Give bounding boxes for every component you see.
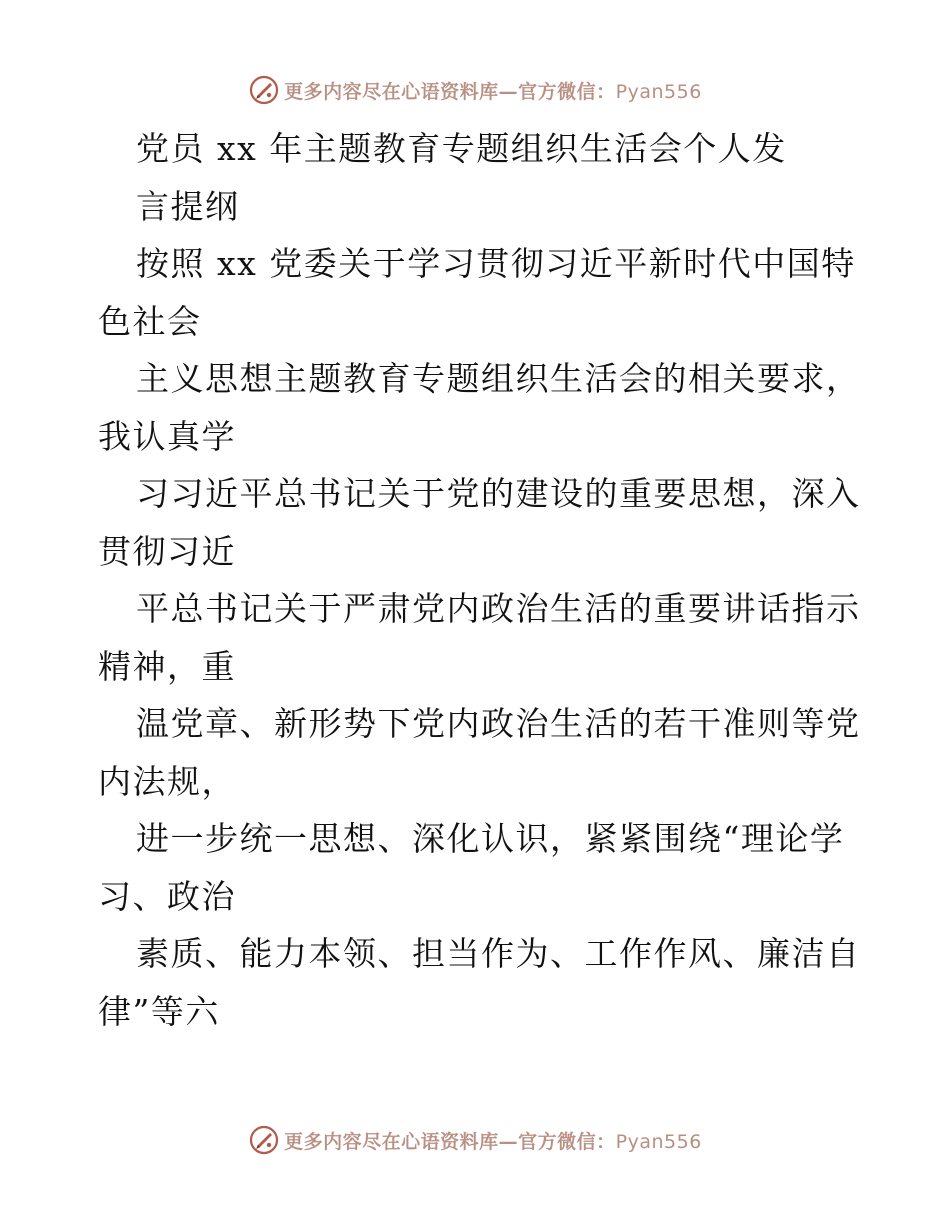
doc-line: 律”等六 — [98, 991, 220, 1031]
doc-line: 贯彻习近 — [98, 531, 236, 571]
footer-banner — [0, 1120, 950, 1160]
banner-wechat-handle: Pyan556 — [615, 80, 702, 103]
header-banner — [0, 70, 950, 110]
doc-line: 精神，重 — [98, 646, 236, 686]
doc-line: 言提纲 — [136, 186, 240, 226]
banner-text-cn: 更多内容尽在心语资料库—官方微信： — [284, 80, 616, 103]
quill-pen-seal-icon — [248, 74, 280, 106]
doc-line: 习、政治 — [98, 876, 236, 916]
doc-line: 内法规， — [98, 761, 236, 801]
doc-line: 平总书记关于严肃党内政治生活的重要讲话指示 — [136, 589, 861, 628]
doc-line: 习习近平总书记关于党的建设的重要思想，深入 — [136, 474, 861, 513]
doc-line: 按照 xx 党委关于学习贯彻习近平新时代中国特 — [136, 244, 856, 283]
doc-line: 温党章、新形势下党内政治生活的若干准则等党 — [136, 704, 861, 743]
quill-pen-seal-icon — [248, 1124, 280, 1156]
doc-line: 色社会 — [98, 301, 202, 341]
doc-line: 素质、能力本领、担当作为、工作作风、廉洁自 — [136, 934, 861, 973]
doc-line: 我认真学 — [98, 416, 236, 456]
doc-line: 党员 xx 年主题教育专题组织生活会个人发 — [136, 129, 787, 168]
doc-line: 进一步统一思想、深化认识，紧紧围绕“理论学 — [136, 819, 845, 858]
banner-text — [284, 1127, 702, 1154]
doc-line: 主义思想主题教育专题组织生活会的相关要求， — [136, 359, 861, 398]
document-body — [98, 120, 861, 1040]
banner-text — [284, 77, 702, 104]
banner-text-cn: 更多内容尽在心语资料库—官方微信： — [284, 1130, 616, 1153]
banner-wechat-handle: Pyan556 — [615, 1130, 702, 1153]
